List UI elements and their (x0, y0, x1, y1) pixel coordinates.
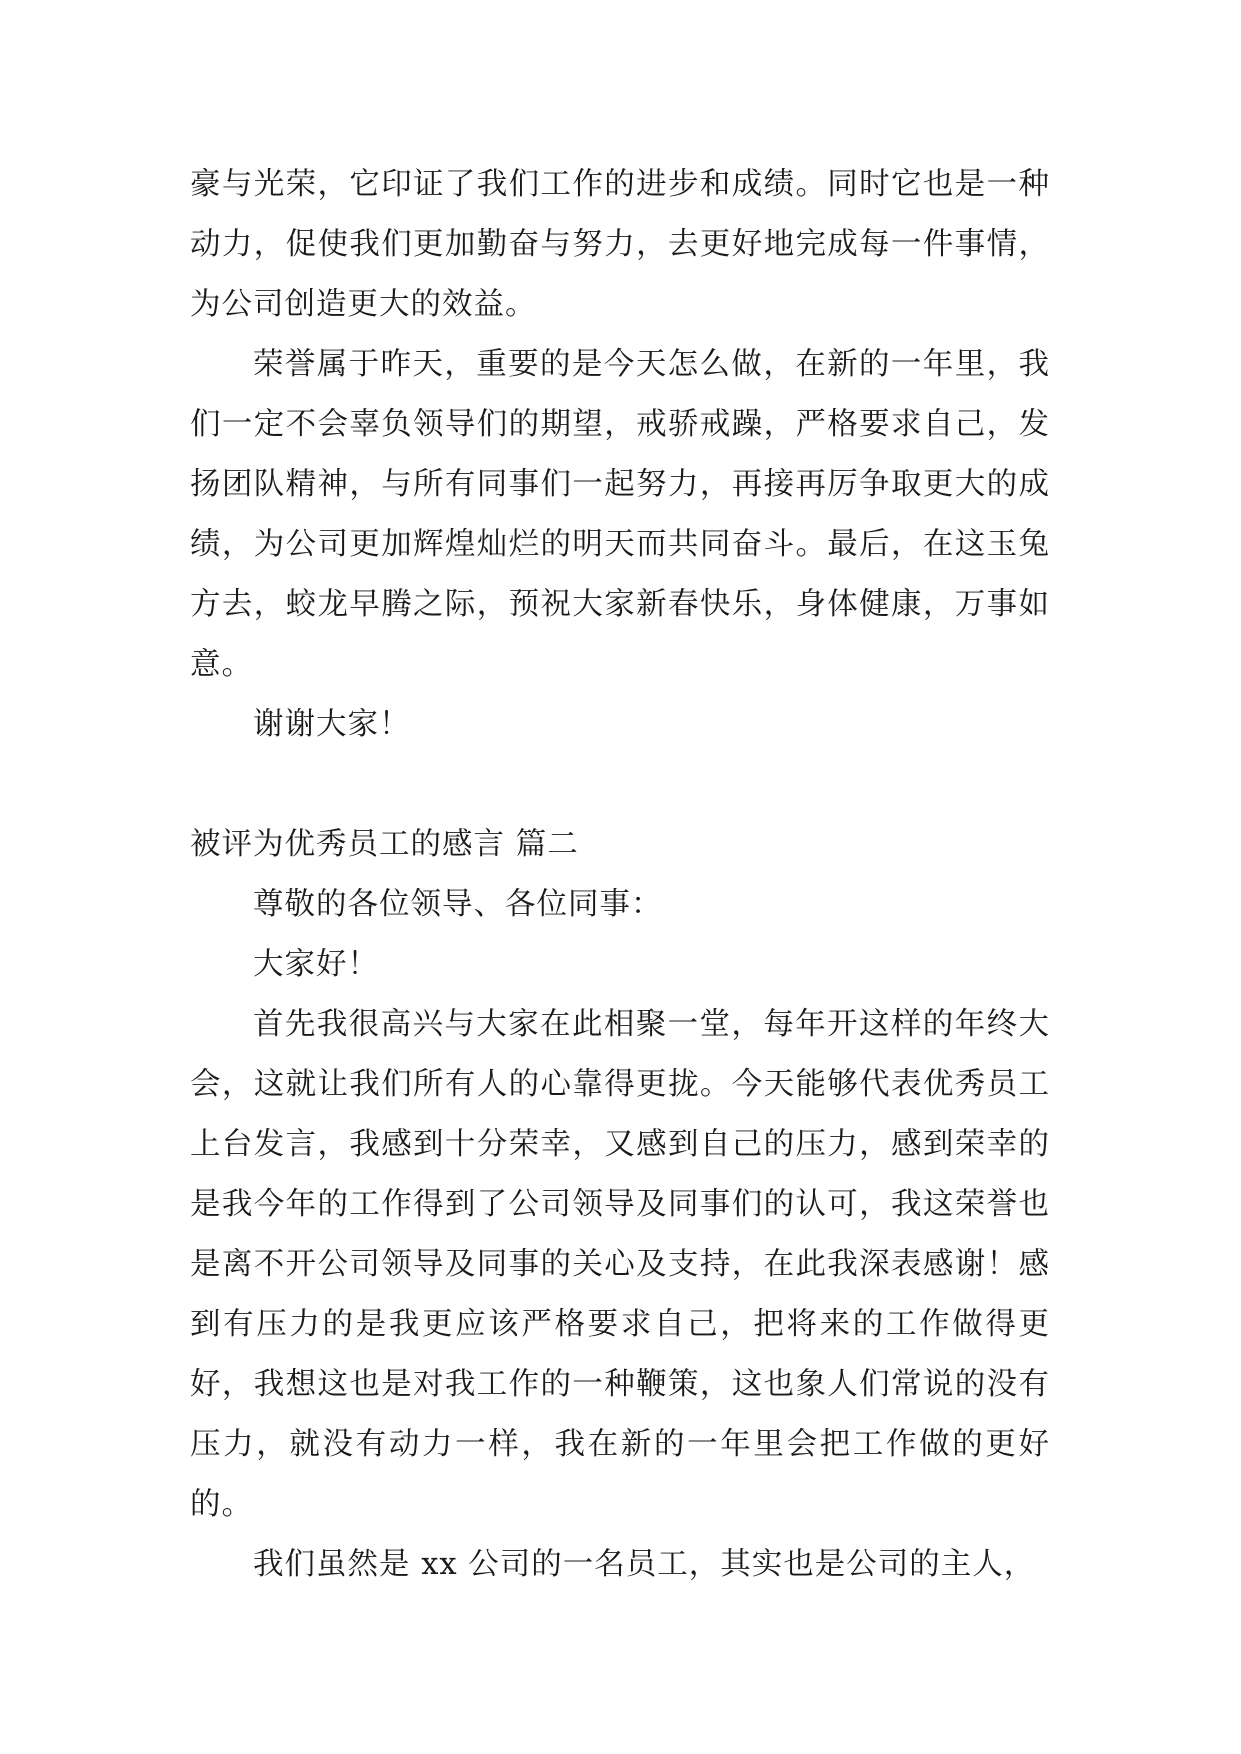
paragraph-thanks: 谢谢大家！ (253, 707, 411, 742)
paragraph-salutation: 尊敬的各位领导、各位同事： (253, 887, 663, 922)
paragraph-gathering: 首先我很高兴与大家在此相聚一堂，每年开这样的年终大会，这就让我们所有人的心靠得更拢。今天能够代表优秀员工上台发言，我感到十分荣幸，又感到自己的压力，感到荣幸的是我今年的工作得到了公司领导及同事们的认可，我这荣誉也是离不开公司领导及同事的关心及支持，在此我深表感谢！感到有压力的是我更应该严格要求自己，把将来的工作做得更好，我想这也是对我工作的一种鞭策，这也象人们常说的没有压力，就没有动力一样，我在新的一年里会把工作做的更好的。 (190, 1007, 1050, 1522)
paragraph-honor-belongs-yesterday: 荣誉属于昨天，重要的是今天怎么做，在新的一年里，我们一定不会辜负领导们的期望，戒骄戒躁，严格要求自己，发扬团队精神，与所有同事们一起努力，再接再厉争取更大的成绩，为公司更加辉煌灿烂的明天而共同奋斗。最后，在这玉兔方去，蛟龙早腾之际，预祝大家新春快乐，身体健康，万事如意。 (190, 347, 1050, 682)
document-body (190, 155, 1050, 1595)
paragraph-greeting: 大家好！ (253, 947, 379, 982)
paragraph-continued-honor: 豪与光荣，它印证了我们工作的进步和成绩。同时它也是一种动力，促使我们更加勤奋与努力，去更好地完成每一件事情，为公司创造更大的效益。 (190, 167, 1050, 322)
section-title: 被评为优秀员工的感言 篇二 (190, 827, 579, 862)
paragraph-company-owner: 我们虽然是 xx 公司的一名员工，其实也是公司的主人， (253, 1547, 1036, 1582)
